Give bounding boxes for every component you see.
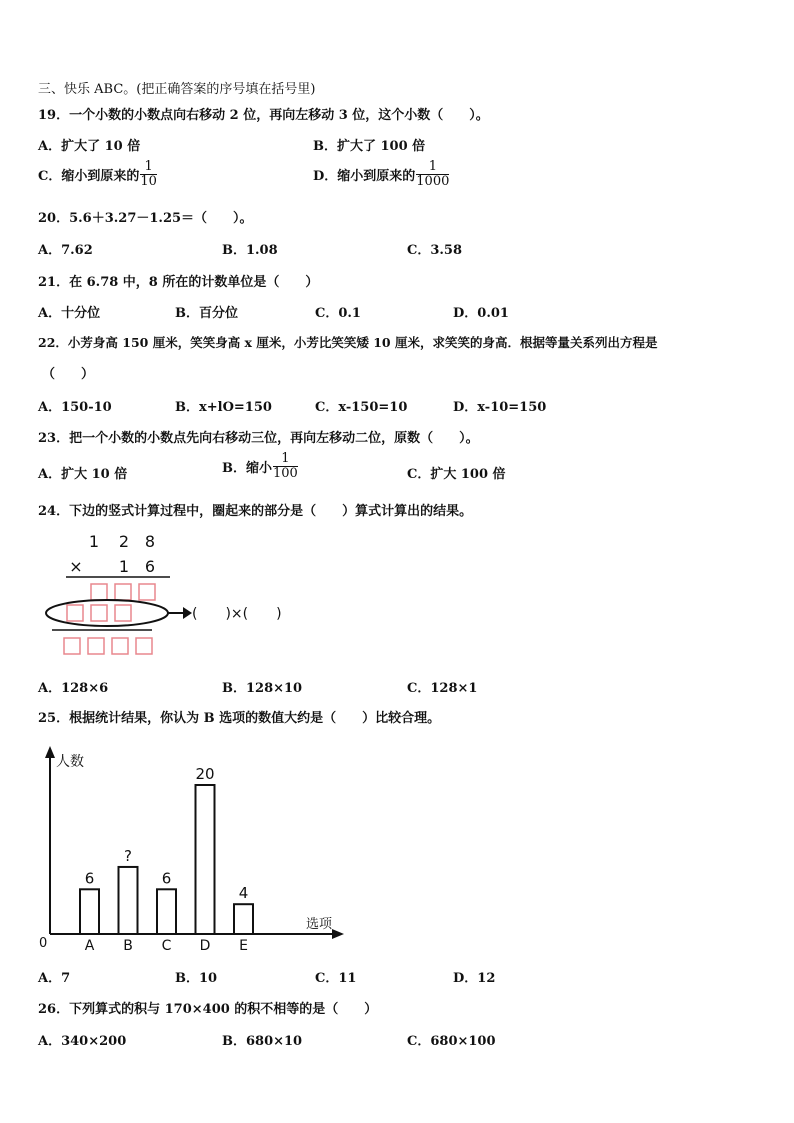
- fraction-numerator: 1: [416, 160, 449, 175]
- arrow-expression: ( )×( ): [192, 606, 282, 622]
- bar-B: [119, 867, 138, 934]
- q21-option-d[interactable]: D．0.01: [453, 306, 509, 321]
- arrow-head-icon: [183, 607, 192, 619]
- q24-option-c[interactable]: C．128×1: [407, 681, 478, 696]
- q19-option-a[interactable]: A．扩大了 10 倍: [38, 139, 141, 154]
- blank-box: [115, 605, 131, 621]
- q19-option-d-label: D．缩小到原来的: [313, 169, 416, 184]
- q19-option-b[interactable]: B．扩大了 100 倍: [313, 139, 426, 154]
- q24-option-b[interactable]: B．128×10: [222, 681, 303, 696]
- x-tick-label-C: C: [161, 938, 172, 954]
- bar-C: [157, 889, 176, 934]
- bar-value-label-A: 6: [84, 869, 95, 888]
- times-sign: ×: [69, 557, 83, 576]
- q22-option-b[interactable]: B．x+lO=150: [175, 400, 272, 415]
- blank-box: [64, 638, 80, 654]
- digit-bottom-2: 6: [144, 557, 156, 576]
- bar-value-label-D: 20: [195, 765, 215, 783]
- q23-option-a[interactable]: A．扩大 10 倍: [38, 467, 128, 482]
- q19-option-c-fraction: [140, 160, 157, 189]
- q19-option-c-label: C．缩小到原来的: [38, 169, 140, 184]
- q22-option-a[interactable]: A．150-10: [38, 400, 112, 415]
- bar-value-label-C: 6: [161, 869, 172, 888]
- fraction-numerator: 1: [273, 452, 298, 467]
- q25-option-b[interactable]: B．10: [175, 971, 218, 986]
- q19-option-c[interactable]: [38, 160, 157, 189]
- x-tick-label-E: E: [239, 938, 248, 954]
- q22-option-c[interactable]: C．x-150=10: [315, 400, 408, 415]
- blank-box: [115, 584, 131, 600]
- question-20-stem: 20．5.6＋3.27－1.25＝（ ）。: [38, 211, 253, 226]
- bar-value-label-B: ?: [124, 846, 132, 865]
- bar-D: [196, 785, 215, 934]
- q19-option-d[interactable]: [313, 160, 449, 189]
- blank-box: [88, 638, 104, 654]
- bar-E: [234, 904, 253, 934]
- q20-option-b[interactable]: B．1.08: [222, 243, 278, 258]
- digit-top-3: 8: [144, 532, 156, 551]
- question-26-stem: 26．下列算式的积与 170×400 的积不相等的是（ ）: [38, 1002, 378, 1017]
- q26-option-b[interactable]: B．680×10: [222, 1034, 303, 1049]
- blank-box: [91, 605, 107, 621]
- bar-chart: [30, 738, 360, 960]
- section-title: 三、快乐 ABC。(把正确答案的序号填在括号里): [38, 82, 316, 97]
- q25-option-a[interactable]: A．7: [38, 971, 71, 986]
- q26-option-c[interactable]: C．680×100: [407, 1034, 496, 1049]
- question-25-stem: 25．根据统计结果，你认为 B 选项的数值大约是（ ）比较合理。: [38, 711, 441, 726]
- fraction-denominator: 1000: [416, 174, 450, 189]
- q20-option-a[interactable]: A．7.62: [38, 243, 93, 258]
- bar-A: [80, 889, 99, 934]
- question-21-stem: 21．在 6.78 中，8 所在的计数单位是（ ）: [38, 275, 319, 290]
- q23-option-c[interactable]: C．扩大 100 倍: [407, 467, 506, 482]
- x-tick-label-B: B: [123, 938, 133, 954]
- blank-box: [139, 584, 155, 600]
- blank-box: [112, 638, 128, 654]
- x-axis-label: 选项: [306, 917, 333, 932]
- x-tick-label-D: D: [199, 938, 211, 954]
- question-19-stem: 19．一个小数的小数点向右移动 2 位，再向左移动 3 位，这个小数（ ）。: [38, 108, 489, 123]
- q23-option-b-label: B．缩小: [222, 461, 272, 476]
- question-23-stem: 23．把一个小数的小数点先向右移动三位，再向左移动二位，原数（ ）。: [38, 431, 479, 446]
- bar-value-label-E: 4: [238, 884, 249, 903]
- question-24-stem: 24．下边的竖式计算过程中，圈起来的部分是（ ）算式计算出的结果。: [38, 504, 473, 519]
- x-tick-label-A: A: [84, 938, 95, 954]
- fraction-numerator: 1: [140, 160, 157, 175]
- origin-label: 0: [39, 936, 48, 951]
- y-axis-label: 人数: [56, 754, 84, 770]
- digit-top-2: 2: [118, 532, 130, 551]
- y-axis-arrow-icon: [45, 746, 55, 758]
- q25-option-d[interactable]: D．12: [453, 971, 496, 986]
- q19-option-d-fraction: [416, 160, 449, 189]
- blank-box: [91, 584, 107, 600]
- q26-option-a[interactable]: A．340×200: [38, 1034, 127, 1049]
- question-22-stem: 22．小芳身高 150 厘米，笑笑身高 x 厘米，小芳比笑笑矮 10 厘米，求笑笑的身高．根据等量关系列出方程是: [38, 335, 658, 350]
- digit-top-1: 1: [88, 532, 100, 551]
- q24-option-a[interactable]: A．128×6: [38, 681, 109, 696]
- digit-bottom-1: 1: [118, 557, 130, 576]
- q21-option-b[interactable]: B．百分位: [175, 306, 238, 321]
- fraction-denominator: 10: [140, 174, 157, 189]
- x-axis-arrow-icon: [332, 929, 344, 939]
- fraction-denominator: 100: [273, 466, 298, 481]
- q21-option-a[interactable]: A．十分位: [38, 306, 101, 321]
- blank-box: [136, 638, 152, 654]
- vertical-multiplication-diagram: [30, 528, 350, 663]
- q22-option-d[interactable]: D．x-10=150: [453, 400, 547, 415]
- q21-option-c[interactable]: C．0.1: [315, 306, 361, 321]
- q20-option-c[interactable]: C．3.58: [407, 243, 463, 258]
- blank-box: [67, 605, 83, 621]
- q23-option-b-fraction: [273, 452, 298, 481]
- q23-option-b[interactable]: [222, 452, 298, 481]
- q25-option-c[interactable]: C．11: [315, 971, 357, 986]
- question-22-blank: （ ）: [42, 367, 95, 382]
